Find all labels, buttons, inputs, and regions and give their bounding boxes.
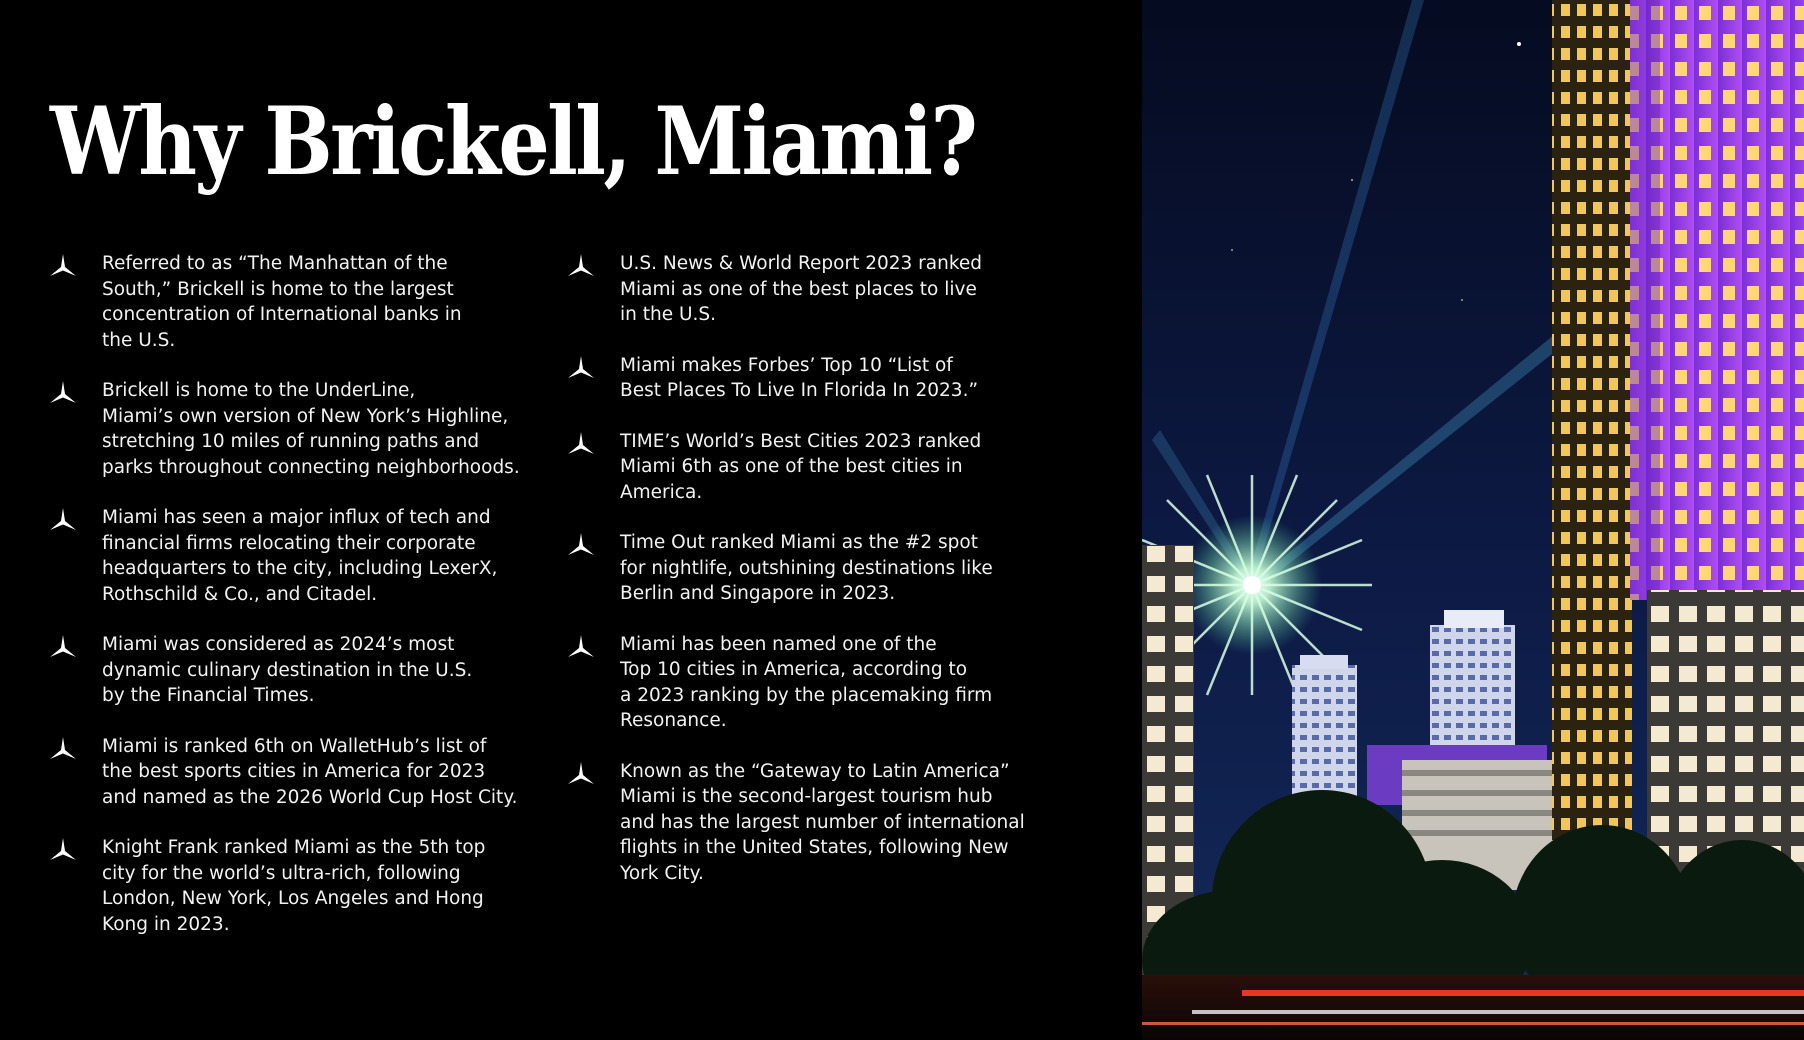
bullet-item xyxy=(50,378,530,480)
three-pointed-star-icon xyxy=(50,635,76,659)
bullet-item xyxy=(568,353,1068,404)
three-pointed-star-icon xyxy=(568,432,594,456)
three-pointed-star-icon xyxy=(568,254,594,278)
bullet-text: Miami has been named one of the Top 10 cities in America, according to a 2023 ranking by the placemaking firm Resonance. xyxy=(620,633,993,731)
three-pointed-star-icon xyxy=(50,838,76,862)
three-pointed-star-icon xyxy=(568,356,594,380)
bullet-text: Brickell is home to the UnderLine, Miami’s own version of New York’s Highline, stretching 10 miles of running paths and parks throughout connecting neighborhoods. xyxy=(102,380,520,478)
bullet-text: Time Out ranked Miami as the #2 spot for nightlife, outshining destinations like Berlin and Singapore in 2023. xyxy=(620,532,993,604)
three-pointed-star-icon xyxy=(50,737,76,761)
bullet-item xyxy=(50,734,530,811)
bullet-item xyxy=(568,530,1068,607)
three-pointed-star-icon xyxy=(568,533,594,557)
bullet-item xyxy=(50,505,530,607)
bullet-item xyxy=(50,632,530,709)
bullet-text: Known as the “Gateway to Latin America” Miami is the second-largest tourism hub and has the largest number of international flights in the United States, following New York City. xyxy=(620,760,1025,884)
bullet-text: Miami has seen a major influx of tech and financial firms relocating their corporate headquarters to the city, including LexerX, Rothschild & Co., and Citadel. xyxy=(102,507,498,605)
three-pointed-star-icon xyxy=(50,254,76,278)
bullet-text: Miami makes Forbes’ Top 10 “List of Best Places To Live In Florida In 2023.” xyxy=(620,354,979,401)
three-pointed-star-icon xyxy=(568,762,594,786)
bullet-item xyxy=(568,251,1068,328)
bullet-text: TIME’s World’s Best Cities 2023 ranked Miami 6th as one of the best cities in America. xyxy=(620,430,982,503)
bullet-list-left xyxy=(50,251,530,937)
bullet-text: Miami is ranked 6th on WalletHub’s list of the best sports cities in America for 2023 and named as the 2026 World Cup Host City. xyxy=(102,735,518,808)
bullet-list-right xyxy=(568,251,1068,886)
bullet-item xyxy=(50,835,530,937)
miami-skyline-photo xyxy=(1142,0,1804,1040)
bullet-text: Knight Frank ranked Miami as the 5th top city for the world’s ultra-rich, following London, New York, Los Angeles and Hong Kong in 2023. xyxy=(102,837,486,935)
bullet-item xyxy=(568,429,1068,506)
page-title: Why Brickell, Miami? xyxy=(50,87,976,197)
bullet-text: U.S. News & World Report 2023 ranked Miami as one of the best places to live in the U.S. xyxy=(620,253,983,325)
three-pointed-star-icon xyxy=(50,508,76,532)
three-pointed-star-icon xyxy=(50,381,76,405)
bullet-item xyxy=(568,759,1068,887)
bullet-item xyxy=(568,632,1068,734)
bullet-text: Miami was considered as 2024’s most dynamic culinary destination in the U.S. by the Financial Times. xyxy=(102,634,473,706)
bullet-item xyxy=(50,251,530,353)
bullet-text: Referred to as “The Manhattan of the South,” Brickell is home to the largest concentration of International banks in the U.S. xyxy=(102,253,462,351)
three-pointed-star-icon xyxy=(568,635,594,659)
